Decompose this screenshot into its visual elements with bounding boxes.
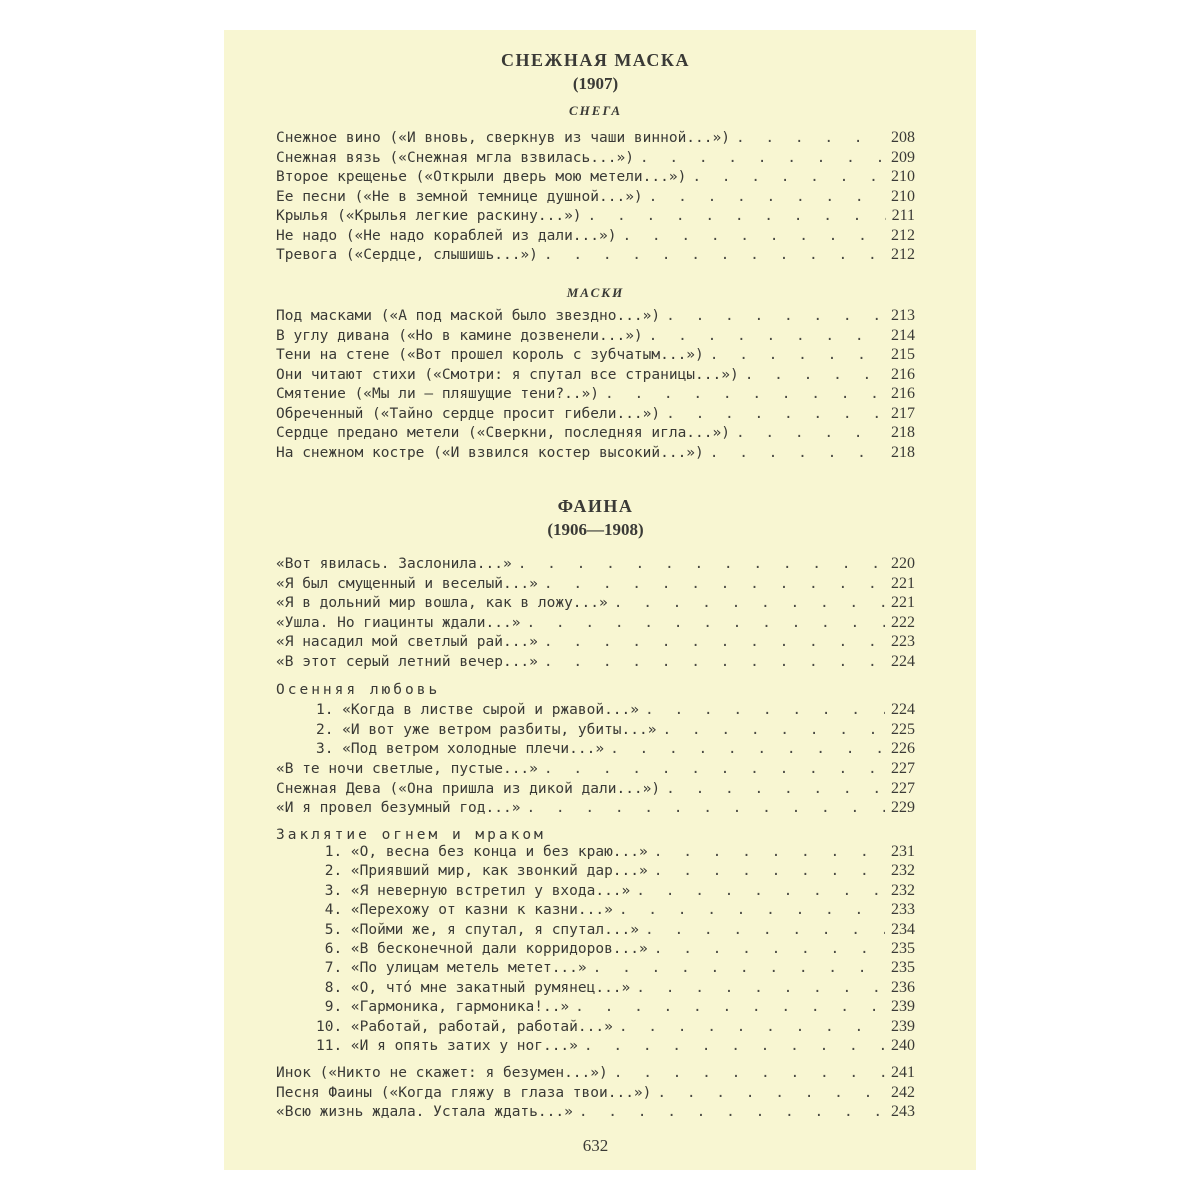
toc-entry: [276, 978, 915, 998]
toc-entry-page: 241: [891, 1064, 915, 1081]
dot-leader: [593, 958, 885, 978]
toc-entry-page: 223: [891, 633, 915, 650]
toc-entry-title: В углу дивана («Но в камине дозвенели...»): [276, 327, 643, 344]
toc-entry-page: 221: [891, 594, 915, 611]
dot-leader: [579, 1102, 885, 1122]
dot-leader: [544, 759, 885, 779]
toc-entry-title: «Я в дольний мир вошла, как в ложу...»: [276, 595, 608, 611]
toc-entry-page: 239: [891, 1017, 915, 1035]
toc-entry-page: 233: [891, 901, 915, 919]
toc-entry-page: 213: [891, 307, 915, 324]
toc-entry: [276, 423, 915, 443]
dot-leader: [666, 306, 885, 326]
toc-entry: [276, 632, 915, 652]
toc-entry: [276, 1063, 915, 1083]
toc-entry-title: 5. «Пойми же, я спутал, я спутал...»: [316, 921, 640, 938]
toc-entry-page: 227: [891, 779, 915, 797]
toc-entry: [276, 700, 915, 720]
toc-entry-title: «Всю жизнь ждала. Устала ждать...»: [276, 1104, 573, 1120]
toc-entry-title: «Вот явилась. Заслонила...»: [276, 556, 512, 572]
toc-entry: [276, 798, 915, 818]
toc-entry-page: 210: [891, 187, 915, 205]
dot-leader: [544, 574, 885, 594]
dot-leader: [544, 632, 885, 652]
toc-entry-page: 232: [891, 862, 915, 880]
toc-entry-page: 216: [891, 385, 915, 402]
dot-leader: [636, 978, 885, 998]
toc-entry: [276, 739, 915, 759]
dot-leader: [710, 345, 885, 365]
toc-entry: [276, 187, 915, 207]
dot-leader: [666, 779, 885, 799]
toc-entry-page: 211: [891, 207, 915, 224]
dot-leader: [614, 1063, 885, 1083]
dot-leader: [636, 881, 885, 901]
section-title-snow-mask: СНЕЖНАЯ МАСКА: [501, 50, 690, 70]
toc-entry-title: Тени на стене («Вот прошел король с зубчатым...»): [276, 347, 704, 363]
dot-leader: [614, 593, 885, 613]
toc-entry: [276, 920, 915, 940]
section-title-faina: ФАИНА: [557, 496, 634, 516]
page-number: 632: [582, 1136, 609, 1155]
dot-leader: [584, 1036, 885, 1056]
toc-entry-title: Обреченный («Тайно сердце просит гибели...»): [276, 405, 661, 422]
toc-entry-title: Ее песни («Не в земной темнице душной...»): [276, 188, 643, 205]
dot-leader: [645, 700, 885, 720]
toc-entry: [276, 245, 915, 265]
toc-entry-page: 218: [891, 424, 915, 441]
toc-entry-title: 10. «Работай, работай, работай...»: [316, 1018, 613, 1035]
toc-entry-title: 2. «И вот уже ветром разбиты, убиты...»: [316, 721, 657, 738]
toc-entry-title: 1. «О, весна без конца и без краю...»: [316, 844, 648, 860]
toc-entry-page: 235: [891, 940, 915, 957]
section-years-faina: (1906—1908): [547, 520, 644, 539]
toc-entry-page: 242: [891, 1083, 915, 1101]
toc-entry-page: 212: [891, 246, 915, 263]
dot-leader: [622, 226, 885, 246]
dot-leader: [736, 128, 885, 148]
toc-entry: [276, 148, 915, 168]
toc-entry: [276, 554, 915, 574]
toc-entry-title: 11. «И я опять затих у ног...»: [316, 1038, 578, 1054]
toc-entry: [276, 861, 915, 881]
toc-entry: [276, 779, 915, 799]
dot-leader: [518, 554, 885, 574]
section-years-snow-mask: (1907): [572, 74, 619, 93]
dot-leader: [544, 652, 885, 672]
toc-entry-title: 1. «Когда в листве сырой и ржавой...»: [316, 702, 640, 718]
toc-entry-title: 4. «Перехожу от казни к казни...»: [316, 902, 613, 919]
toc-entry-page: 210: [891, 168, 915, 185]
toc-entry-page: 215: [891, 346, 915, 363]
toc-entry-page: 239: [891, 998, 915, 1016]
dot-leader: [526, 798, 885, 818]
toc-entry-page: 224: [891, 701, 915, 718]
toc-entry: [276, 881, 915, 901]
book-page: [224, 30, 976, 1170]
toc-entry-page: 222: [891, 613, 915, 631]
toc-entry: [276, 997, 915, 1017]
dot-leader: [640, 148, 885, 168]
toc-entry: [276, 1017, 915, 1037]
toc-entry-title: 3. «Под ветром холодные плечи...»: [316, 741, 605, 757]
toc-entry-title: На снежном костре («И взвился костер высокий...»): [276, 444, 704, 461]
toc-entry-title: Инок («Никто не скажет: я безумен...»): [276, 1065, 608, 1081]
toc-entry-title: 7. «По улицам метель метет...»: [316, 960, 587, 977]
toc-entry-title: «И я провел безумный год...»: [276, 800, 521, 816]
toc-entry-page: 221: [891, 574, 915, 592]
toc-entry-title: Песня Фаины («Когда гляжу в глаза твои...»): [276, 1084, 652, 1101]
toc-entry: [276, 720, 915, 740]
toc-entry-title: Крылья («Крылья легкие раскину...»): [276, 208, 582, 224]
toc-entry-title: Под масками («А под маской было звездно...»): [276, 308, 661, 324]
toc-entry-page: 224: [891, 652, 915, 670]
toc-entry: [276, 958, 915, 978]
toc-entry-title: «Я насадил мой светлый рай...»: [276, 634, 538, 650]
toc-entry: [276, 404, 915, 424]
toc-entry-title: Снежная вязь («Снежная мгла взвилась...»): [276, 149, 634, 166]
toc-entry: [276, 1102, 915, 1122]
toc-entry-title: «Ушла. Но гиацинты ждали...»: [276, 614, 521, 631]
toc-entry: [276, 226, 915, 246]
cycle-title-autumn-love: Осенняя любовь: [276, 682, 441, 698]
toc-entry: [276, 384, 915, 404]
toc-entry-page: 208: [891, 129, 915, 146]
toc-entry-page: 217: [891, 404, 915, 422]
toc-entry: [276, 443, 915, 463]
toc-entry: [276, 939, 915, 959]
dot-leader: [619, 900, 885, 920]
toc-entry-page: 226: [891, 740, 915, 757]
toc-entry-title: «Я был смущенный и веселый...»: [276, 575, 538, 592]
toc-entry-page: 235: [891, 959, 915, 977]
dot-leader: [605, 384, 885, 404]
toc-entry-page: 243: [891, 1103, 915, 1120]
dot-leader: [645, 920, 885, 940]
toc-entry-title: «В этот серый летний вечер...»: [276, 653, 538, 670]
toc-entry-title: Сердце предано метели («Сверкни, последняя игла...»): [276, 425, 730, 441]
dot-leader: [654, 939, 885, 959]
toc-entry-page: 240: [891, 1037, 915, 1054]
toc-entry: [276, 306, 915, 326]
toc-entry-page: 214: [891, 326, 915, 344]
toc-entry-page: 209: [891, 148, 915, 166]
toc-entry-page: 231: [891, 843, 915, 860]
toc-entry: [276, 842, 915, 862]
toc-entry-page: 227: [891, 760, 915, 777]
toc-entry: [276, 613, 915, 633]
toc-entry-title: Они читают стихи («Смотри: я спутал все страницы...»): [276, 366, 739, 383]
toc-entry-title: Тревога («Сердце, слышишь...»): [276, 247, 538, 263]
toc-entry-title: Снежная Дева («Она пришла из дикой дали...»): [276, 780, 661, 797]
dot-leader: [619, 1017, 885, 1037]
dot-leader: [657, 1083, 885, 1103]
toc-entry-page: 236: [891, 978, 915, 996]
toc-entry-page: 229: [891, 799, 915, 816]
toc-entry: [276, 593, 915, 613]
cycle-title-incantation: Заклятие огнем и мраком: [276, 827, 546, 843]
subsection-title-snega: СНЕГА: [569, 103, 622, 118]
toc-entry-title: 9. «Гармоника, гармоника!..»: [316, 999, 570, 1016]
toc-entry-title: 2. «Приявший мир, как звонкий дар...»: [316, 863, 648, 880]
toc-entry: [276, 345, 915, 365]
toc-entry: [276, 1083, 915, 1103]
toc-entry: [276, 167, 915, 187]
dot-leader: [666, 404, 885, 424]
toc-entry-page: 232: [891, 881, 915, 899]
toc-entry: [276, 759, 915, 779]
toc-entry-title: Смятение («Мы ли — пляшущие тени?..»): [276, 386, 600, 402]
dot-leader: [610, 739, 885, 759]
toc-entry-title: Снежное вино («И вновь, сверкнув из чаши винной...»): [276, 130, 730, 146]
toc-entry-title: Не надо («Не надо кораблей из дали...»): [276, 227, 617, 244]
toc-entry-title: 6. «В бесконечной дали корридоров...»: [316, 941, 648, 957]
toc-entry: [276, 652, 915, 672]
toc-entry: [276, 206, 915, 226]
dot-leader: [710, 443, 885, 463]
toc-entry-page: 220: [891, 555, 915, 572]
toc-entry-page: 234: [891, 920, 915, 938]
toc-entry: [276, 1036, 915, 1056]
toc-entry: [276, 128, 915, 148]
subsection-title-maski: МАСКИ: [566, 285, 625, 300]
toc-entry-title: «В те ночи светлые, пустые...»: [276, 761, 538, 777]
toc-entry: [276, 900, 915, 920]
toc-entry-title: 3. «Я неверную встретил у входа...»: [316, 882, 631, 899]
dot-leader: [649, 187, 885, 207]
dot-leader: [736, 423, 885, 443]
dot-leader: [654, 861, 885, 881]
toc-entry: [276, 574, 915, 594]
dot-leader: [526, 613, 885, 633]
dot-leader: [654, 842, 885, 862]
toc-entry-page: 218: [891, 443, 915, 461]
dot-leader: [745, 365, 885, 385]
toc-entry-page: 216: [891, 365, 915, 383]
dot-leader: [588, 206, 886, 226]
dot-leader: [692, 167, 885, 187]
dot-leader: [544, 245, 885, 265]
toc-entry-page: 225: [891, 720, 915, 738]
dot-leader: [575, 997, 885, 1017]
toc-entry: [276, 365, 915, 385]
toc-entry-title: Второе крещенье («Открыли дверь мою метели...»): [276, 169, 687, 185]
toc-entry: [276, 326, 915, 346]
toc-entry-page: 212: [891, 226, 915, 244]
dot-leader: [662, 720, 885, 740]
toc-entry-title: 8. «О, что́ мне закатный румянец...»: [316, 979, 631, 996]
dot-leader: [649, 326, 885, 346]
